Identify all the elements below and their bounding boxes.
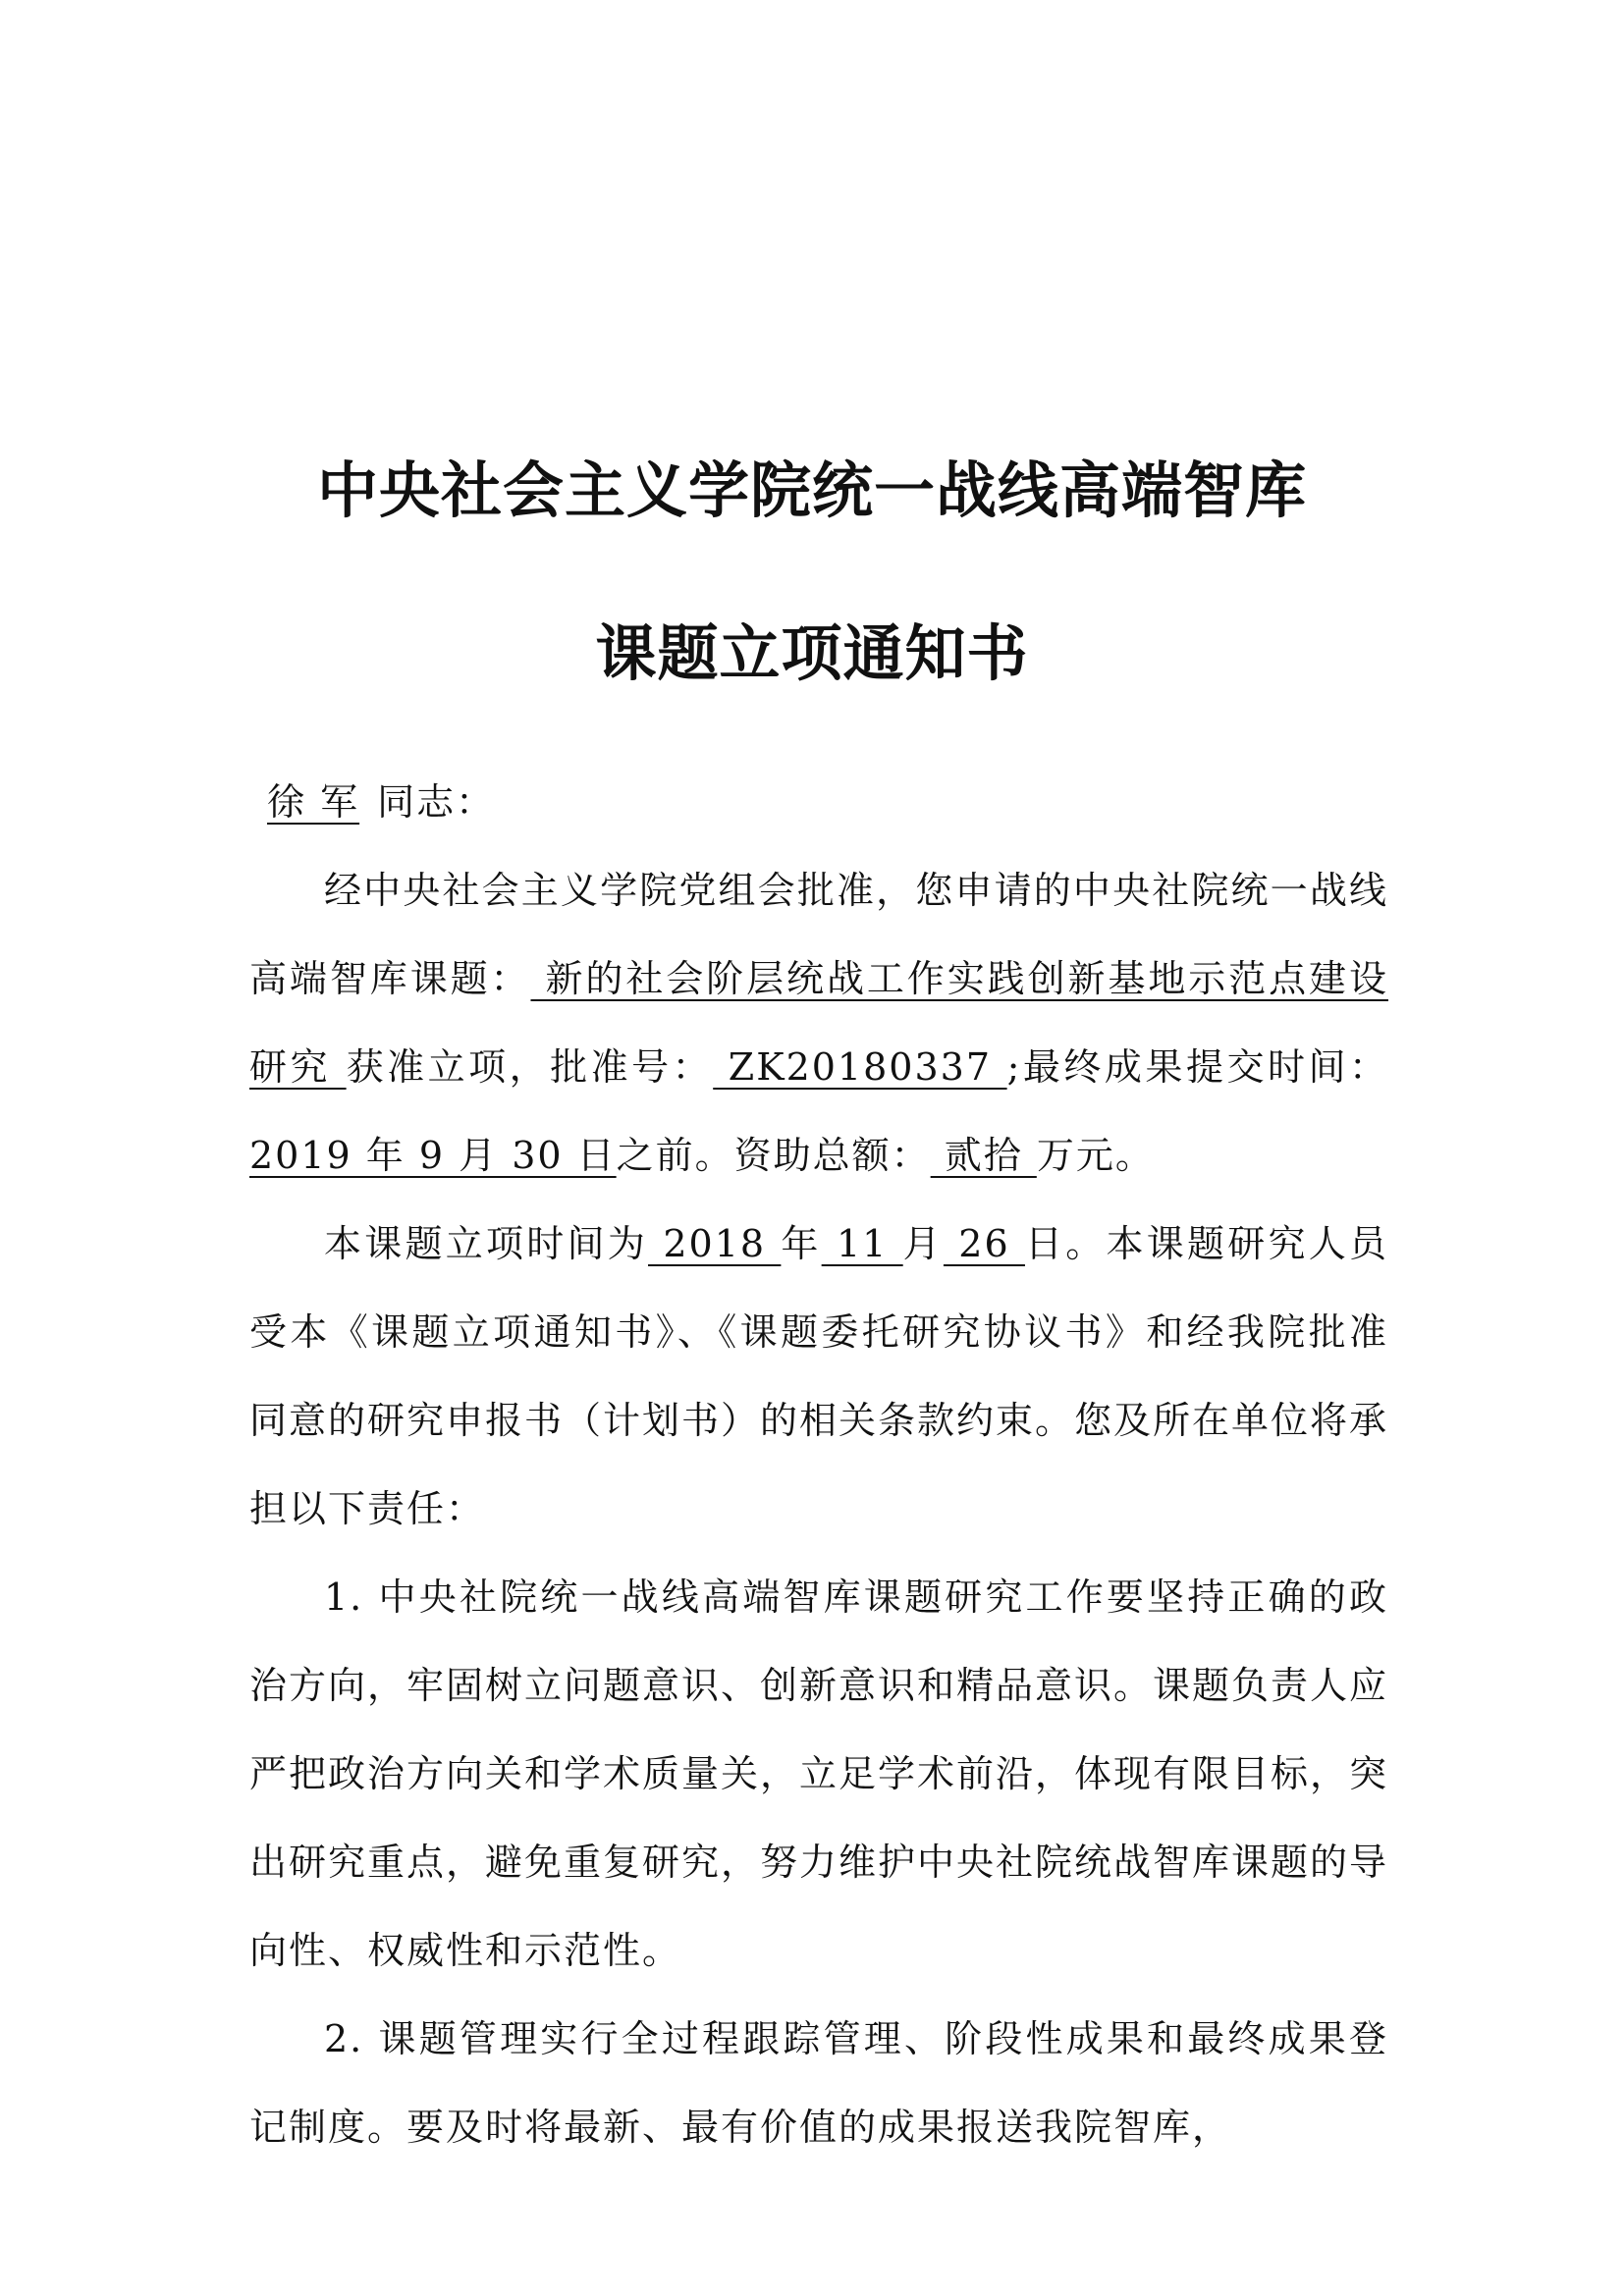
list-item: 2. 课题管理实行全过程跟踪管理、阶段性成果和最终成果登记制度。要及时将最新、最有价值的成果报送我院智库， [249, 2017, 1388, 2149]
submission-deadline: 2019 年 9 月 30 日 [249, 1134, 617, 1177]
paragraph-text: 万元。 [1036, 1134, 1155, 1177]
paragraph-text: 经中央社会主义学院党组会批准，您申请的中央社院统一战线高端智库课题： [249, 869, 1388, 1000]
funding-amount: 贰拾 [930, 1134, 1037, 1177]
approval-year: 2018 [648, 1222, 782, 1265]
salutation [249, 758, 1388, 846]
salutation-suffix: 同志： [377, 780, 496, 824]
approval-month: 11 [821, 1222, 903, 1265]
paragraph-text: 之前。资助总额： [616, 1134, 931, 1177]
document-title-line2: 课题立项通知书 [595, 617, 1029, 689]
paragraph-text: 月 [902, 1222, 944, 1265]
paragraph-approval [249, 846, 1388, 1200]
paragraph-date [249, 1200, 1388, 1553]
paragraph-text: 年 [781, 1222, 822, 1265]
document-title-line1: 中央社会主义学院统一战线高端智库 [316, 454, 1307, 526]
approval-day: 26 [943, 1222, 1025, 1265]
project-topic: 新的社会阶层统战工作实践创新基地示范点建设研究 [249, 957, 1388, 1089]
recipient-name: 徐 军 [267, 780, 360, 824]
paragraph-text: 日。本课题研究人员受本《课题立项通知书》、《课题委托研究协议书》和经我院批准同意的研究申报书（计划书）的相关条款约束。您及所在单位将承担以下责任： [249, 1222, 1389, 1530]
approval-number: ZK20180337 [713, 1045, 1007, 1089]
paragraph-text: ;最终成果提交时间： [1006, 1045, 1388, 1089]
paragraph-text: 获准立项，批准号： [346, 1045, 714, 1089]
paragraph-text: 本课题立项时间为 [324, 1222, 649, 1265]
document-body [249, 758, 1388, 2171]
list-item: 1. 中央社院统一战线高端智库课题研究工作要坚持正确的政治方向，牢固树立问题意识、创新意识和精品意识。课题负责人应严把政治方向关和学术质量关，立足学术前沿，体现有限目标，突出研究重点，避免重复研究，努力维护中央社院统战智库课题的导向性、权威性和示范性。 [249, 1575, 1389, 1972]
